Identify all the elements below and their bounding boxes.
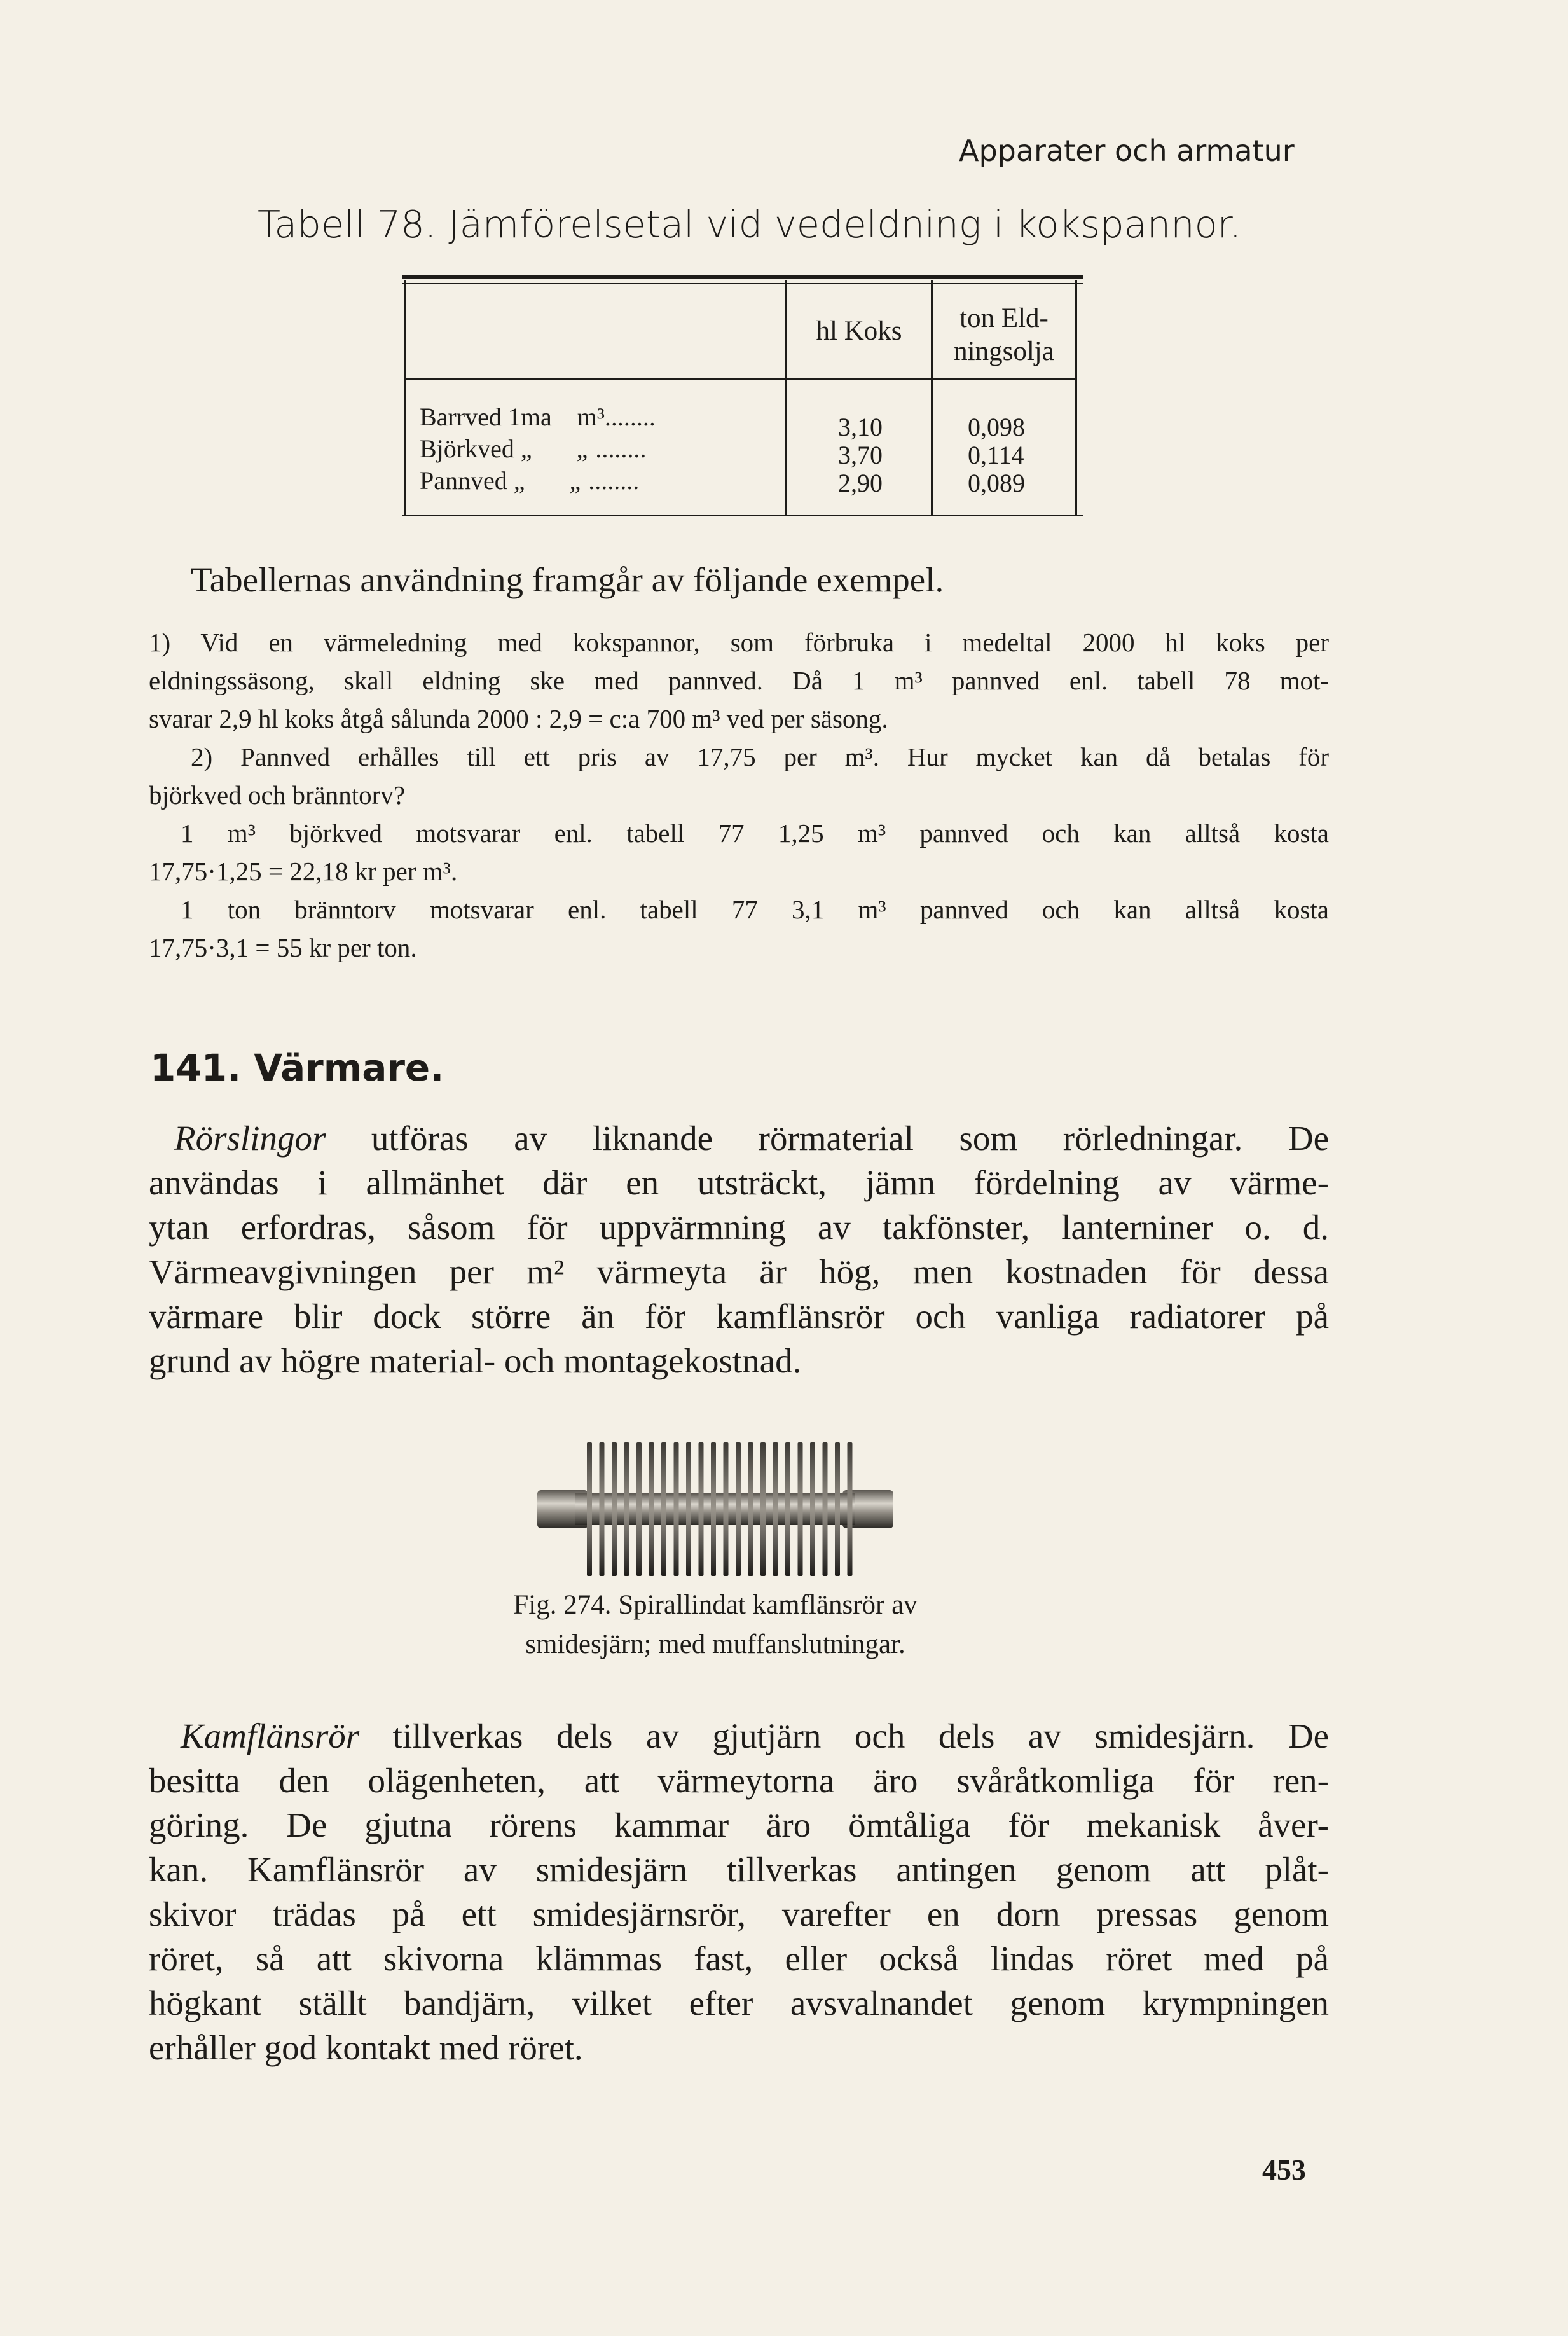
- row-label: Pannved „: [420, 466, 525, 495]
- tube-fin: [711, 1442, 716, 1576]
- example-line: 1) Vid en värmeledning med kokspannor, som förbruka i medeltal 2000 hl koks per: [149, 628, 1329, 657]
- olja-value: 0,114: [968, 441, 1024, 469]
- table-row: [420, 434, 646, 464]
- term-kamflansror: Kamflänsrör: [181, 1717, 360, 1755]
- paragraph-line: värmare blir dock större än för kamflänsrör och vanliga radiatorer på: [149, 1297, 1329, 1336]
- table-header-rule: [404, 378, 1077, 380]
- paragraph-line: ytan erfordras, såsom för uppvärmning av takfönster, lanterniner o. d.: [149, 1208, 1329, 1247]
- tube-fin: [773, 1442, 778, 1576]
- table-top-rule: [402, 275, 1083, 279]
- finned-tube-illustration: [537, 1430, 893, 1589]
- row-label: Barrved 1ma: [420, 403, 552, 431]
- paragraph-text: tillverkas dels av gjutjärn och dels av smidesjärn. De: [359, 1717, 1329, 1755]
- tube-fin: [674, 1442, 679, 1576]
- row-label: Björkved „: [420, 434, 532, 463]
- olja-value: 0,089: [968, 469, 1025, 497]
- header-eldningsolja-line1: ton Eld-: [959, 303, 1049, 333]
- tube-fin: [587, 1442, 592, 1576]
- tube-fin: [835, 1442, 840, 1576]
- tube-fin: [624, 1442, 629, 1576]
- tube-fin: [760, 1442, 766, 1576]
- tube-fin: [798, 1442, 803, 1576]
- tube-fin: [649, 1442, 654, 1576]
- tube-fin: [600, 1442, 605, 1576]
- tube-fin: [699, 1442, 704, 1576]
- koks-value: 2,90: [838, 469, 883, 497]
- section-title: 141. Värmare.: [150, 1046, 444, 1089]
- row-unit: „: [576, 434, 588, 463]
- table-row: [420, 402, 656, 432]
- leader-dots: ........: [588, 466, 640, 495]
- example-line: 17,75·1,25 = 22,18 kr per m³.: [149, 857, 458, 886]
- paragraph-line: [149, 1116, 1329, 1161]
- tube-fin: [810, 1442, 815, 1576]
- example-line: 2) Pannved erhålles till ett pris av 17,75 per m³. Hur mycket kan då betalas för: [191, 742, 1329, 771]
- table-title: Tabell 78. Jämförelsetal vid vedeldning i kokspannor.: [258, 202, 1242, 246]
- leader-dots: ........: [604, 403, 656, 431]
- tube-fin: [748, 1442, 753, 1576]
- paragraph-line: kan. Kamflänsrör av smidesjärn tillverkas antingen genom att plåt-: [149, 1850, 1329, 1889]
- paragraph-line: skivor trädas på ett smidesjärnsrör, varefter en dorn pressas genom: [149, 1895, 1329, 1933]
- caption-line: smidesjärn; med muffanslutningar.: [525, 1629, 905, 1659]
- finned-tube-figure: [537, 1430, 893, 1589]
- paragraph-line: Värmeavgivningen per m² värmeyta är hög, men kostnaden för dessa: [149, 1252, 1329, 1291]
- running-head: Apparater och armatur: [959, 134, 1295, 168]
- table-bottom-rule: [402, 515, 1083, 516]
- tube-fin: [686, 1442, 691, 1576]
- tube-fin: [823, 1442, 828, 1576]
- tube-fin: [636, 1442, 642, 1576]
- example-line: svarar 2,9 hl koks åtgå sålunda 2000 : 2,9 = c:a 700 m³ ved per säsong.: [149, 704, 888, 733]
- table-row: [420, 466, 639, 495]
- intro-heading: Tabellernas användning framgår av följande exempel.: [191, 560, 944, 599]
- row-unit: m³: [577, 403, 605, 431]
- header-eldningsolja-line2: ningsolja: [954, 336, 1054, 366]
- tube-fin: [785, 1442, 790, 1576]
- paragraph-line: [149, 1714, 1329, 1759]
- paragraph-line: användas i allmänhet där en utsträckt, jämn fördelning av värme-: [149, 1163, 1329, 1202]
- koks-value: 3,70: [838, 441, 883, 469]
- row-unit: „: [569, 466, 581, 495]
- example-line: 1 ton bränntorv motsvarar enl. tabell 77 3,1 m³ pannved och kan alltså kosta: [181, 895, 1329, 924]
- header-eldningsolja: [933, 302, 1075, 368]
- tube-fin: [848, 1442, 853, 1576]
- paragraph-text: utföras av liknande rörmaterial som rörledningar. De: [326, 1119, 1329, 1158]
- paragraph-line: erhåller god kontakt med röret.: [149, 2028, 583, 2067]
- term-rorslingor: Rörslingor: [174, 1119, 326, 1158]
- example-line: eldningssäsong, skall eldning ske med pannved. Då 1 m³ pannved enl. tabell 78 mot-: [149, 666, 1329, 695]
- table-right-border: [1075, 280, 1077, 516]
- paragraph-line: göring. De gjutna rörens kammar äro ömtåliga för mekanisk åver-: [149, 1806, 1329, 1844]
- paragraph-rorslingor: [149, 1116, 1329, 1383]
- figure-caption: [416, 1586, 1014, 1664]
- paragraph-line: högkant ställt bandjärn, vilket efter avsvalnandet genom krympningen: [149, 1984, 1329, 2022]
- leader-dots: ........: [595, 434, 647, 463]
- table-top-rule-thin: [402, 283, 1083, 284]
- paragraph-line: röret, så att skivorna klämmas fast, eller också lindas röret med på: [149, 1939, 1329, 1978]
- page-number: 453: [1262, 2153, 1306, 2186]
- paragraph-line: grund av högre material- och montagekostnad.: [149, 1341, 802, 1380]
- tube-fin: [612, 1442, 617, 1576]
- olja-value: 0,098: [968, 413, 1025, 441]
- example-line: 1 m³ björkved motsvarar enl. tabell 77 1,25 m³ pannved och kan alltså kosta: [181, 819, 1329, 848]
- paragraph-kamflansror: [149, 1714, 1329, 2070]
- koks-value: 3,10: [838, 413, 883, 441]
- header-koks: hl Koks: [816, 316, 902, 346]
- example-line: 17,75·3,1 = 55 kr per ton.: [149, 933, 417, 962]
- tube-fin: [736, 1442, 741, 1576]
- caption-line: Fig. 274. Spirallindat kamflänsrör av: [513, 1590, 918, 1620]
- examples-block: [149, 623, 1329, 967]
- example-line: björkved och bränntorv?: [149, 780, 406, 810]
- table-left-border: [404, 280, 406, 516]
- paragraph-line: besitta den olägenheten, att värmeytorna äro svåråtkomliga för ren-: [149, 1761, 1329, 1800]
- tube-fin: [724, 1442, 729, 1576]
- tube-fin: [661, 1442, 666, 1576]
